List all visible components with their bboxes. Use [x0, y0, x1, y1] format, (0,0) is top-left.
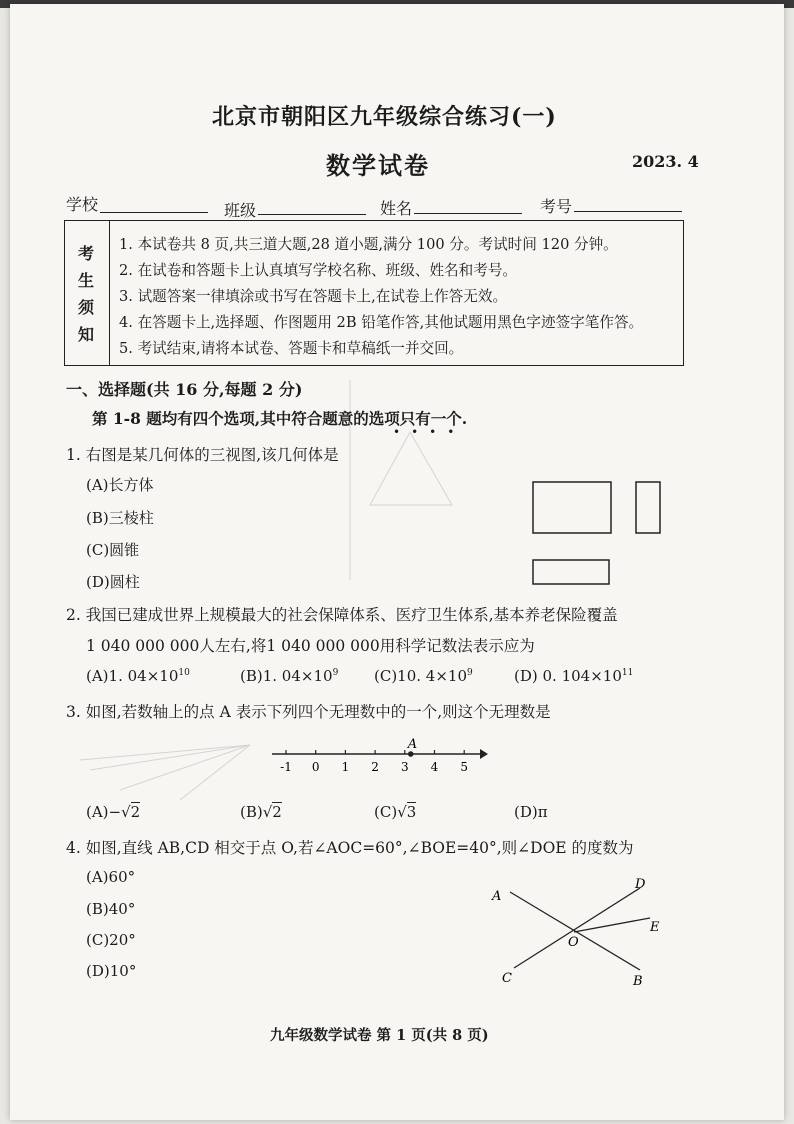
q2-option-b-base: (B)1. 04×10 — [240, 667, 333, 685]
label-a: A — [492, 889, 502, 904]
q2-option-a-base: (A)1. 04×10 — [86, 667, 179, 685]
exam-subtitle: 数学试卷 — [326, 151, 430, 180]
notice-rule: 2. 在试卷和答题卡上认真填写学校名称、班级、姓名和考号。 — [119, 262, 518, 279]
q2-option-c-base: (C)10. 4×10 — [374, 667, 468, 685]
q3-option-b-text: (B) — [240, 803, 263, 821]
school-label: 学校 — [66, 195, 99, 214]
q2-option-c[interactable] — [374, 667, 473, 685]
emphasis-dots: •••• — [393, 425, 466, 439]
school-field[interactable] — [100, 212, 208, 213]
q2-stem-line1: 2. 我国已建成世界上规模最大的社会保障体系、医疗卫生体系,基本养老保险覆盖 — [66, 606, 618, 624]
sqrt-icon: √ — [262, 803, 273, 821]
q2-stem-line2: 1 040 000 000人左右,将1 040 000 000用科学记数法表示应为 — [86, 637, 535, 655]
exam-title: 北京市朝阳区九年级综合练习(一) — [212, 104, 557, 130]
label-d: D — [635, 877, 646, 892]
sqrt-icon: √ — [121, 803, 131, 821]
q3-option-a-radicand: 2 — [130, 803, 141, 821]
q2-option-c-exp: 9 — [467, 668, 473, 678]
q3-option-b-radicand: 2 — [272, 803, 282, 821]
top-view-rect — [533, 560, 609, 584]
number-line-arrow-icon — [480, 749, 488, 759]
notice-heading-char: 须 — [78, 298, 95, 317]
notice-rule: 4. 在答题卡上,选择题、作图题用 2B 铅笔作答,其他试题用黑色字迹签字笔作答。 — [119, 314, 644, 331]
class-field[interactable] — [258, 214, 366, 215]
q4-option-a[interactable]: (A)60° — [86, 868, 136, 886]
exam-no-label: 考号 — [540, 197, 573, 216]
q3-stem: 3. 如图,若数轴上的点 A 表示下列四个无理数中的一个,则这个无理数是 — [66, 703, 551, 721]
sqrt-icon: √ — [397, 803, 407, 821]
q1-option-a[interactable]: (A)长方体 — [86, 476, 154, 494]
name-field[interactable] — [414, 213, 522, 214]
name-label: 姓名 — [380, 199, 413, 218]
number-line-tick-label: 0 — [311, 760, 320, 774]
q4-option-b[interactable]: (B)40° — [86, 900, 136, 918]
notice-heading-char: 生 — [78, 271, 95, 290]
q2-option-d[interactable] — [514, 667, 633, 685]
q1-option-b[interactable]: (B)三棱柱 — [86, 509, 154, 527]
section-instruction: 第 1-8 题均有四个选项,其中符合题意的选项只有一个. — [92, 409, 468, 428]
label-b: B — [633, 974, 643, 989]
number-line-tick-label: -1 — [280, 760, 292, 774]
q1-option-c[interactable]: (C)圆锥 — [86, 541, 140, 559]
three-view-figure — [530, 478, 670, 590]
q3-option-b[interactable] — [240, 803, 282, 821]
number-line — [268, 734, 492, 780]
angle-figure — [488, 874, 668, 992]
front-view-rect — [533, 482, 611, 533]
notice-box — [64, 220, 684, 366]
q1-stem: 1. 右图是某几何体的三视图,该几何体是 — [66, 446, 339, 464]
q3-option-a-text: (A)− — [86, 803, 122, 821]
notice-rule: 5. 考试结束,请将本试卷、答题卡和草稿纸一并交回。 — [119, 340, 464, 357]
label-c: C — [502, 971, 512, 986]
q4-option-c[interactable]: (C)20° — [86, 931, 136, 949]
q2-option-b[interactable] — [240, 667, 338, 685]
label-e: E — [650, 920, 660, 935]
notice-rule: 1. 本试卷共 8 页,共三道大题,28 道小题,满分 100 分。考试时间 120 分钟。 — [119, 236, 618, 253]
q4-stem: 4. 如图,直线 AB,CD 相交于点 O,若∠AOC=60°,∠BOE=40°,则∠DOE 的度数为 — [66, 839, 634, 857]
q2-option-d-base: (D) 0. 104×10 — [514, 667, 622, 685]
line-cd — [514, 888, 640, 968]
point-a-label: A — [407, 737, 418, 752]
q1-option-d[interactable]: (D)圆柱 — [86, 573, 140, 591]
q3-option-c-text: (C) — [374, 803, 398, 821]
label-o: O — [568, 935, 579, 950]
class-label: 班级 — [224, 201, 257, 220]
number-line-tick-label: 4 — [430, 760, 439, 774]
side-view-rect — [636, 482, 660, 533]
number-line-tick-label: 1 — [341, 760, 350, 774]
exam-date: 2023. 4 — [632, 152, 699, 171]
q3-option-d[interactable]: (D)π — [514, 803, 548, 821]
q2-option-a-exp: 10 — [178, 668, 190, 678]
notice-heading — [65, 221, 110, 365]
q3-option-a[interactable] — [86, 803, 140, 821]
notice-heading-char: 考 — [78, 244, 95, 263]
notice-rule: 3. 试题答案一律填涂或书写在答题卡上,在试卷上作答无效。 — [119, 288, 508, 305]
number-line-tick-label: 2 — [371, 760, 379, 774]
q2-option-a[interactable] — [86, 667, 190, 685]
number-line-tick-label: 3 — [400, 760, 409, 774]
number-line-tick-label: 5 — [460, 760, 469, 774]
q3-option-c[interactable] — [374, 803, 416, 821]
notice-heading-char: 知 — [78, 325, 95, 344]
q2-option-d-exp: 11 — [621, 668, 634, 678]
page-footer: 九年级数学试卷 第 1 页(共 8 页) — [270, 1027, 489, 1044]
q3-option-c-radicand: 3 — [406, 803, 417, 821]
section-title: 一、选择题(共 16 分,每题 2 分) — [66, 380, 303, 399]
q2-option-b-exp: 9 — [332, 668, 339, 678]
ray-oe — [574, 918, 650, 932]
q4-option-d[interactable]: (D)10° — [86, 962, 137, 980]
exam-no-field[interactable] — [574, 211, 682, 212]
point-a-marker — [408, 751, 414, 757]
